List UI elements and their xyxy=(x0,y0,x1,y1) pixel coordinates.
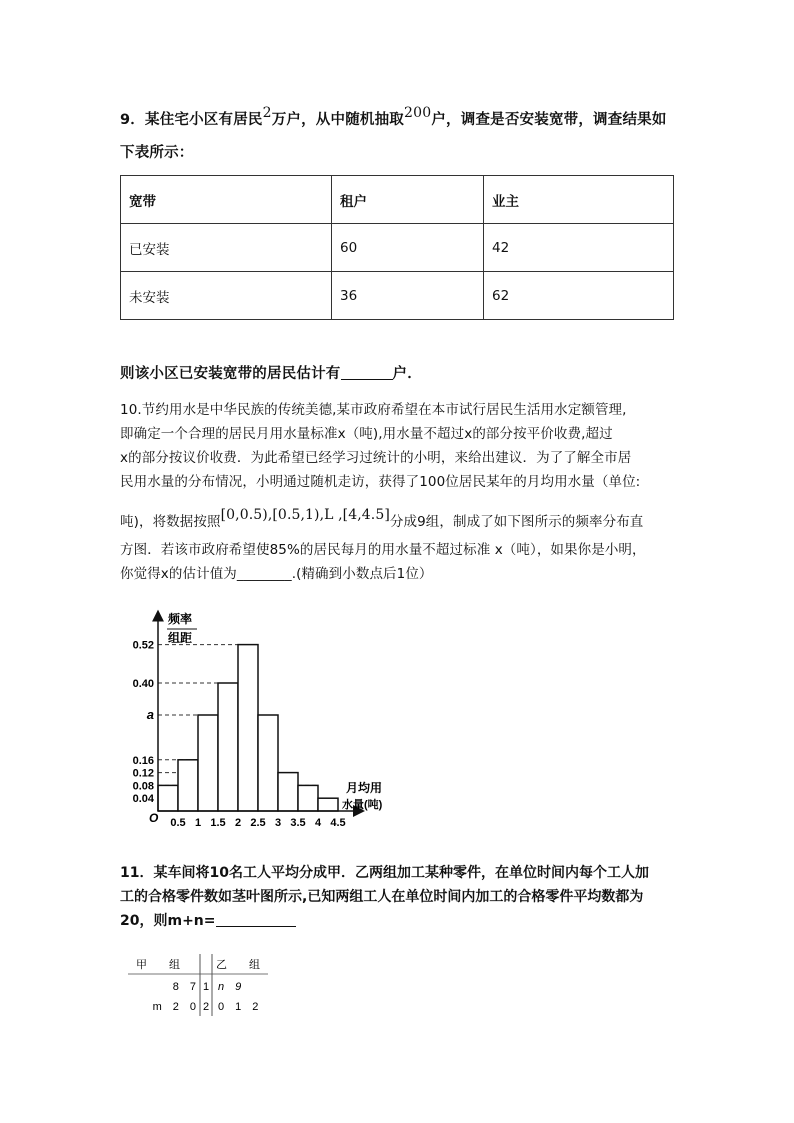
origin-label: O xyxy=(149,811,159,825)
stem-leaf-left-leaves: 8 7 xyxy=(172,981,196,993)
q10-line5 xyxy=(120,507,644,530)
q9-text-b: 万户，从中随机抽取 xyxy=(271,112,405,128)
table-cell: 未安装 xyxy=(121,272,332,320)
q10-line1: 10.节约用水是中华民族的传统美德,某市政府希望在本市试行居民生活用水定额管理, xyxy=(120,402,627,418)
histogram-bars xyxy=(158,645,338,811)
histogram-bar xyxy=(158,785,178,811)
stem-leaf-right-leaves: 0 1 2 xyxy=(218,1001,259,1013)
q10-line4: 民用水量的分布情况，小明通过随机走访，获得了100位居民某年的月均用水量（单位: xyxy=(120,474,641,490)
stem-leaf-left-leaves: m 2 0 xyxy=(152,1001,196,1013)
x-tick-label: 3 xyxy=(274,817,282,829)
q10-intervals: [0,0.5),[0.5,1),L ,[4,4.5] xyxy=(220,507,390,523)
q9-answer-suffix: 户． xyxy=(392,366,422,382)
q9-answer-blank[interactable] xyxy=(341,365,393,380)
histogram-bar xyxy=(318,798,338,811)
q11-line2: 工的合格零件数如茎叶图所示,已知两组工人在单位时间内加工的合格零件平均数都为 xyxy=(120,889,644,905)
q10-line3: x的部分按议价收费．为此希望已经学习过统计的小明，来给出建议．为了了解全市居 xyxy=(120,450,632,466)
x-tick-label: 4.5 xyxy=(330,817,346,829)
x-tick-label: 4 xyxy=(314,817,322,829)
q11-line1: 11．某车间将10名工人平均分成甲．乙两组加工某种零件，在单位时间内每个工人加 xyxy=(120,865,649,881)
x-axis-label-line2: 水量(吨) xyxy=(342,799,383,811)
y-axis-label-top: 频率 xyxy=(168,612,193,626)
histogram-bar xyxy=(198,715,218,811)
broadband-table xyxy=(120,175,674,320)
x-tick-label: 2 xyxy=(234,817,242,829)
histogram-bar xyxy=(238,645,258,811)
y-axis-label-bottom: 组距 xyxy=(168,631,193,645)
x-tick-label: 3.5 xyxy=(290,817,306,829)
histogram-bar xyxy=(178,760,198,811)
y-tick-label: 0.04 xyxy=(132,793,154,806)
x-axis-label-line1: 月均用 xyxy=(346,781,383,795)
q9-text-c: 户，调查是否安装宽带，调查结果如 xyxy=(431,112,667,128)
q10-line7: 你觉得x的估计值为________.(精确到小数点后1位） xyxy=(120,566,433,582)
q11-answer-blank[interactable] xyxy=(216,912,296,927)
x-tick-label: 1.5 xyxy=(210,817,226,829)
table-header-cell: 租户 xyxy=(332,176,484,224)
q9-line1 xyxy=(120,105,667,129)
table-row xyxy=(121,224,674,272)
table-header-cell: 业主 xyxy=(484,176,674,224)
q9-sample-count: 200 xyxy=(404,105,432,121)
y-tick-label: 0.52 xyxy=(132,639,154,652)
table-header-cell: 宽带 xyxy=(121,176,332,224)
table-header-row xyxy=(121,176,674,224)
q11-line3 xyxy=(120,910,296,930)
y-tick-label: 0.12 xyxy=(132,767,154,780)
frequency-histogram xyxy=(130,600,390,840)
q9-line2: 下表所示： xyxy=(120,145,194,161)
y-tick-label: 0.08 xyxy=(132,780,154,793)
table-row xyxy=(121,272,674,320)
q10-text-b: 分成9组，制成了如下图所示的频率分布直 xyxy=(389,514,644,530)
x-tick-label: 0.5 xyxy=(170,817,186,829)
stem-leaf-header-right: 乙 组 xyxy=(216,959,260,971)
q10-line2: 即确定一个合理的居民月用水量标准x（吨),用水量不超过x的部分按平价收费,超过 xyxy=(120,426,613,442)
histogram-bar xyxy=(278,773,298,811)
x-tick-label: 1 xyxy=(194,817,202,829)
histogram-bar xyxy=(298,785,318,811)
stem-leaf-stem: 1 xyxy=(202,981,210,993)
table-cell: 42 xyxy=(484,224,674,272)
x-tick-label: 2.5 xyxy=(250,817,266,829)
q10-line6: 方图．若该市政府希望使85%的居民每月的用水量不超过标准 x（吨），如果你是小明， xyxy=(120,542,646,558)
stem-leaf-right-leaves: n 9 xyxy=(218,981,242,993)
y-tick-label: 0.40 xyxy=(132,678,154,690)
table-cell: 62 xyxy=(484,272,674,320)
q9-residents-count: 2 xyxy=(262,105,272,121)
y-tick-label: 0.16 xyxy=(132,754,154,767)
q9-answer-text: 则该小区已安装宽带的居民估计有 xyxy=(120,366,341,382)
table-cell: 已安装 xyxy=(121,224,332,272)
stem-leaf-header-left: 甲 组 xyxy=(136,959,180,971)
y-tick-label: a xyxy=(146,707,154,722)
stem-leaf-stem: 2 xyxy=(202,1001,210,1013)
q10-text-a: 吨)，将数据按照 xyxy=(120,514,221,530)
stem-leaf-plot xyxy=(128,952,278,1018)
table-cell: 36 xyxy=(332,272,484,320)
histogram-bar xyxy=(218,683,238,811)
q11-text: 20，则m+n= xyxy=(120,913,216,929)
histogram-bar xyxy=(258,715,278,811)
q9-text-a: 9．某住宅小区有居民 xyxy=(120,112,263,128)
q9-answer-line xyxy=(120,362,422,383)
table-cell: 60 xyxy=(332,224,484,272)
